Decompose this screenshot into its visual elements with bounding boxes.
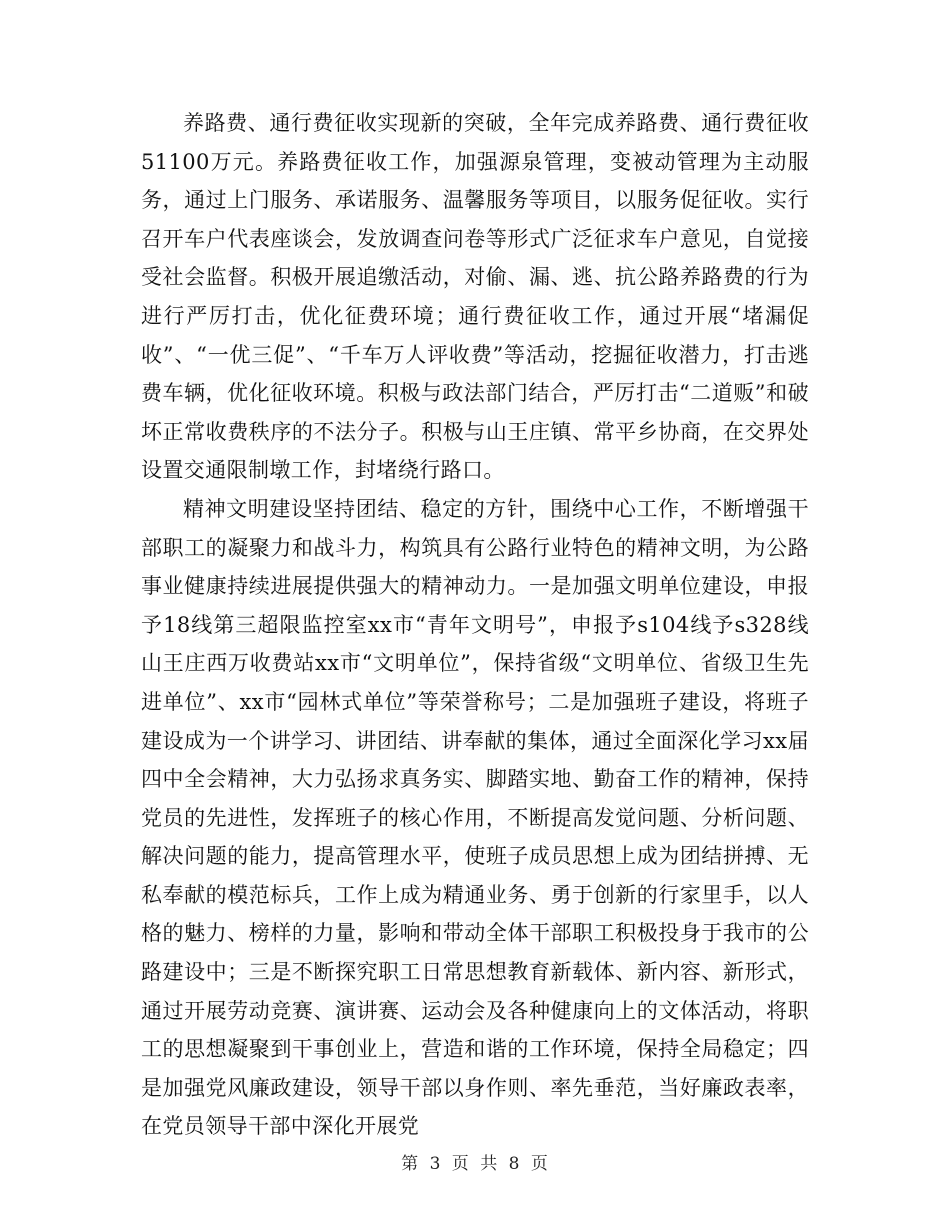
paragraph-spiritual-civilization: 精神文明建设坚持团结、稳定的方针，围绕中心工作，不断增强干部职工的凝聚力和战斗力，构筑具有公路行业特色的精神文明，为公路事业健康持续进展提供强大的精神动力。一是加强文明单位建设，申报予18线第三超限监控室xx市“青年文明号”，申报予s104线予s328线山王庄西万收费站xx市“文明单位”，保持省级“文明单位、省级卫生先进单位”、xx市“园林式单位”等荣誉称号；二是加强班子建设，将班子建设成为一个讲学习、讲团结、讲奉献的集体，通过全面深化学习xx届四中全会精神，大力弘扬求真务实、脚踏实地、勤奋工作的精神，保持党员的先进性，发挥班子的核心作用，不断提高发觉问题、分析问题、解决问题的能力，提高管理水平，使班子成员思想上成为团结拼搏、无私奉献的模范标兵，工作上成为精通业务、勇于创新的行家里手，以人格的魅力、榜样的力量，影响和带动全体干部职工积极投身于我市的公路建设中；三是不断探究职工日常思想教育新载体、新内容、新形式，通过开展劳动竞赛、演讲赛、运动会及各种健康向上的文体活动，将职工的思想凝聚到干事创业上，营造和谐的工作环境，保持全局稳定；四是加强党风廉政建设，领导干部以身作则、率先垂范，当好廉政表率，在党员领导干部中深化开展党 — [141, 496, 809, 1139]
page-footer: 第 3 页 共 8 页 — [401, 1154, 549, 1174]
paragraph-road-fee-collection: 养路费、通行费征收实现新的突破，全年完成养路费、通行费征收51100万元。养路费征收工作，加强源泉管理，变被动管理为主动服务，通过上门服务、承诺服务、温馨服务等项目，以服务促征收。实行召开车户代表座谈会，发放调查问卷等形式广泛征求车户意见，自觉接受社会监督。积极开展追缴活动，对偷、漏、逃、抗公路养路费的行为进行严厉打击，优化征费环境；通行费征收工作，通过开展“堵漏促收”、“一优三促”、“千车万人评收费”等活动，挖掘征收潜力，打击逃费车辆，优化征收环境。积极与政法部门结合，严厉打击“二道贩”和破坏正常收费秩序的不法分子。积极与山王庄镇、常平乡协商，在交界处设置交通限制墩工作，封堵绕行路口。 — [141, 111, 809, 483]
document-body — [141, 104, 809, 1146]
